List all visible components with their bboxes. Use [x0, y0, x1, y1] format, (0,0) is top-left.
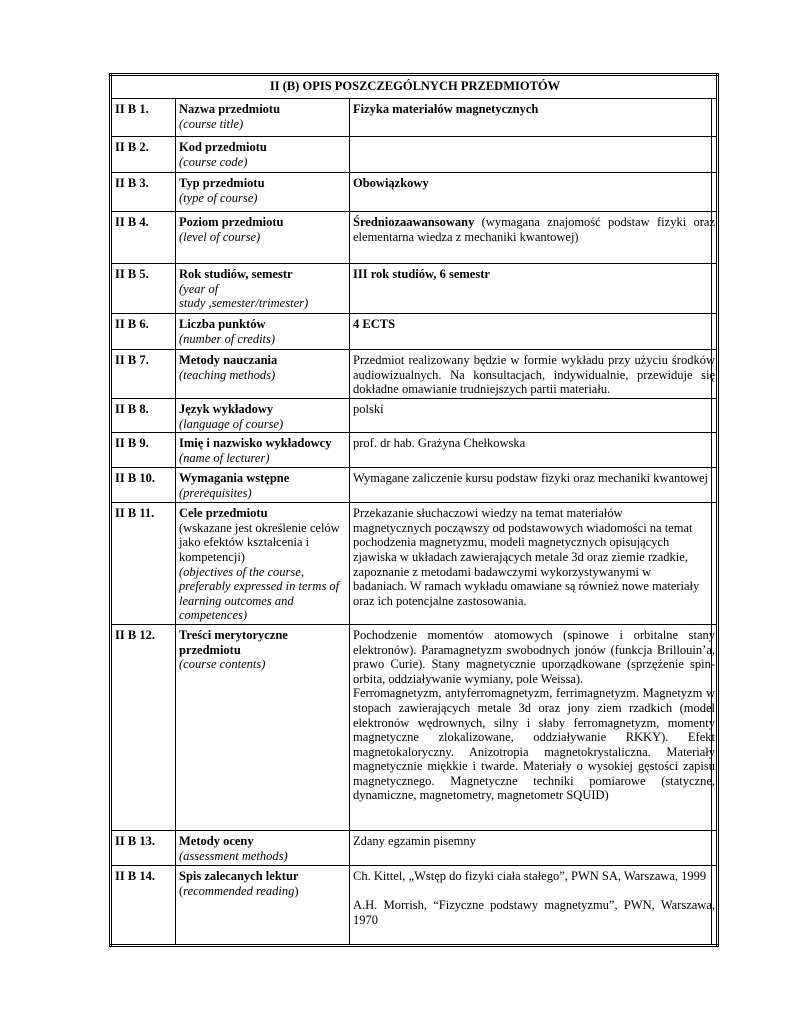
row-label-en: (objectives of the course, preferably expressed in terms of learning outcomes and competences) — [179, 564, 340, 623]
objectives-line: badaniach. W ramach wykładu omawiane są również nowe materiały — [353, 579, 700, 594]
row-label-cell — [176, 624, 350, 830]
row-label-en-wrap — [179, 884, 348, 899]
course-type-value: Obowiązkowy — [350, 173, 718, 212]
row-label-cell — [176, 830, 350, 865]
course-level-cell — [350, 212, 718, 264]
objectives-line: magnetycznych począwszy od podstawowych wiadomości na temat — [353, 520, 693, 535]
row-label: Liczba punktów — [179, 317, 266, 331]
row-label: Kod przedmiotu — [179, 140, 267, 154]
row-code: II B 5. — [111, 264, 176, 314]
row-label-en: (assessment methods) — [179, 848, 288, 863]
row-label: Imię i nazwisko wykładowcy — [179, 436, 332, 451]
paren-close: ) — [294, 883, 299, 898]
row-label-en: (teaching methods) — [179, 367, 276, 382]
row-label-note: (wskazane jest określenie celów jako efektów kształcenia i kompetencji) — [179, 520, 340, 564]
row-code: II B 12. — [111, 624, 176, 830]
table-row-ii-b-4 — [111, 212, 718, 264]
row-code: II B 4. — [111, 212, 176, 264]
row-label-en: (type of course) — [179, 190, 258, 205]
row-code: II B 2. — [111, 137, 176, 173]
course-description-table — [109, 73, 719, 947]
table-row-ii-b-3 — [111, 173, 718, 212]
row-code: II B 3. — [111, 173, 176, 212]
objectives-line: zjawiska w układach zawierających metale 3d oraz ziemie rzadkie, — [353, 549, 688, 564]
row-label: Rok studiów, semestr — [179, 267, 293, 281]
table-title-row — [111, 75, 718, 99]
row-label-cell — [176, 503, 350, 625]
row-label-en: (number of credits) — [179, 331, 276, 346]
row-code: II B 1. — [111, 99, 176, 137]
objectives-line: zapoznanie z metodami badawczymi wykorzystywanymi w — [353, 564, 652, 579]
reference-item: Ch. Kittel, „Wstęp do fizyki ciała stałego”, PWN SA, Warszawa, 1999 — [353, 868, 707, 883]
row-label: Wymagania wstępne — [179, 471, 290, 486]
row-label-cell — [176, 99, 350, 137]
teaching-methods-value: Przedmiot realizowany będzie w formie wykładu przy użyciu środków audiowizualnych. Na konsultacjach, indywidualnie, przewiduje się dokładne omawianie trudniejszych partii materiału. — [350, 350, 718, 399]
lecturer-value: prof. dr hab. Grażyna Chełkowska — [350, 433, 718, 468]
table-row-ii-b-2 — [111, 137, 718, 173]
row-label-cell — [176, 865, 350, 945]
row-label-en-line: study ,semester/trimester) — [179, 296, 309, 311]
table-title: II (B) OPIS POSZCZEGÓLNYCH PRZEDMIOTÓW — [111, 75, 718, 99]
table-row-ii-b-10 — [111, 468, 718, 503]
row-code: II B 13. — [111, 830, 176, 865]
row-label-cell — [176, 399, 350, 433]
table-row-ii-b-11 — [111, 503, 718, 625]
objectives-value — [350, 503, 718, 625]
table-row-ii-b-9 — [111, 433, 718, 468]
row-label-en: (course contents) — [179, 657, 266, 672]
row-code: II B 8. — [111, 399, 176, 433]
table-row-ii-b-14 — [111, 865, 718, 945]
row-label-cell — [176, 137, 350, 173]
row-code: II B 14. — [111, 865, 176, 945]
row-label-cell — [176, 173, 350, 212]
row-label: Treści merytoryczne przedmiotu — [179, 627, 288, 657]
course-code-value — [350, 137, 718, 173]
row-label: Metody nauczania — [179, 353, 278, 367]
row-label: Typ przedmiotu — [179, 176, 265, 190]
course-level-note: (wymagana znajomość podstaw fizyki oraz elementarna wiedza z mechaniki kwantowej) — [353, 215, 715, 244]
course-title-value: Fizyka materiałów magnetycznych — [350, 99, 718, 137]
row-label-en: (level of course) — [179, 229, 261, 244]
paren-open: ( — [179, 883, 184, 898]
row-label: Metody oceny — [179, 833, 254, 848]
course-contents-value — [350, 624, 718, 830]
table-row-ii-b-6 — [111, 314, 718, 350]
reference-item: A.H. Morrish, “Fizyczne podstawy magnetyzmu”, PWN, Warszawa, 1970 — [353, 898, 715, 927]
table-row-ii-b-13 — [111, 830, 718, 865]
table-row-ii-b-5 — [111, 264, 718, 314]
course-contents-paragraph: Pochodzenie momentów atomowych (spinowe i orbitalne stany elektronów). Paramagnetyzm swobodnych jonów (funkcja Brillouin’a, prawo Curie). Stany magnetycznie uporządkowane (sprzężenie spin-orbita, oddziaływanie wymiany, pole Weissa). — [353, 627, 715, 686]
row-label: Cele przedmiotu — [179, 506, 268, 521]
row-code: II B 9. — [111, 433, 176, 468]
row-label-cell — [176, 212, 350, 264]
row-label: Poziom przedmiotu — [179, 215, 284, 229]
table-row-ii-b-7 — [111, 350, 718, 399]
row-label-en: (course code) — [179, 154, 248, 169]
objectives-line: Przekazanie słuchaczowi wiedzy na temat materiałów — [353, 506, 623, 521]
row-label-cell — [176, 264, 350, 314]
row-label-en: recommended reading — [183, 883, 295, 898]
table-row-ii-b-1 — [111, 99, 718, 137]
row-code: II B 6. — [111, 314, 176, 350]
row-label: Nazwa przedmiotu — [179, 102, 281, 116]
row-code: II B 7. — [111, 350, 176, 399]
row-label: Spis zalecanych lektur — [179, 868, 299, 883]
table-row-ii-b-8 — [111, 399, 718, 433]
row-label-en: (language of course) — [179, 416, 284, 431]
row-label-en: (name of lecturer) — [179, 450, 270, 465]
prerequisites-value: Wymagane zaliczenie kursu podstaw fizyki oraz mechaniki kwantowej — [350, 468, 718, 503]
row-label-en-line: (year of — [179, 281, 219, 296]
credits-value: 4 ECTS — [350, 314, 718, 350]
table-row-ii-b-12 — [111, 624, 718, 830]
objectives-line: oraz ich potencjalne zastosowania. — [353, 593, 527, 608]
row-label-cell — [176, 350, 350, 399]
row-label-cell — [176, 314, 350, 350]
row-label: Język wykładowy — [179, 402, 274, 416]
row-code: II B 11. — [111, 503, 176, 625]
course-level-value: Średniozaawansowany — [353, 215, 475, 229]
row-label-cell — [176, 468, 350, 503]
objectives-line: pochodzenia magnetyzmu, modeli magnetycznych opisujących — [353, 535, 670, 550]
course-contents-paragraph: Ferromagnetyzm, antyferromagnetyzm, ferrimagnetyzm. Magnetyzm w stopach zawierających metale 3d oraz jony ziem rzadkich (model elektronów wędrownych, silny i słaby ferromagnetyzm, momenty magnetyczne zlokalizowane, oddziaływanie RKKY). Efekt magnetokaloryczny. Anizotropia magnetokrystaliczna. Materiały magnetycznie miękkie i twarde. Materiały o wysokiej gęstości zapisu magnetycznego. Magnetyczne techniki pomiarowe (statyczne, dynamiczne, magnetometry, magnetometr SQUID) — [353, 686, 715, 803]
row-label-en: (course title) — [179, 116, 244, 131]
study-year-value: III rok studiów, 6 semestr — [350, 264, 718, 314]
row-label-cell — [176, 433, 350, 468]
language-value: polski — [350, 399, 718, 433]
assessment-value: Zdany egzamin pisemny — [350, 830, 718, 865]
row-label-en: (prerequisites) — [179, 485, 252, 500]
reading-list-value — [350, 865, 718, 945]
row-code: II B 10. — [111, 468, 176, 503]
